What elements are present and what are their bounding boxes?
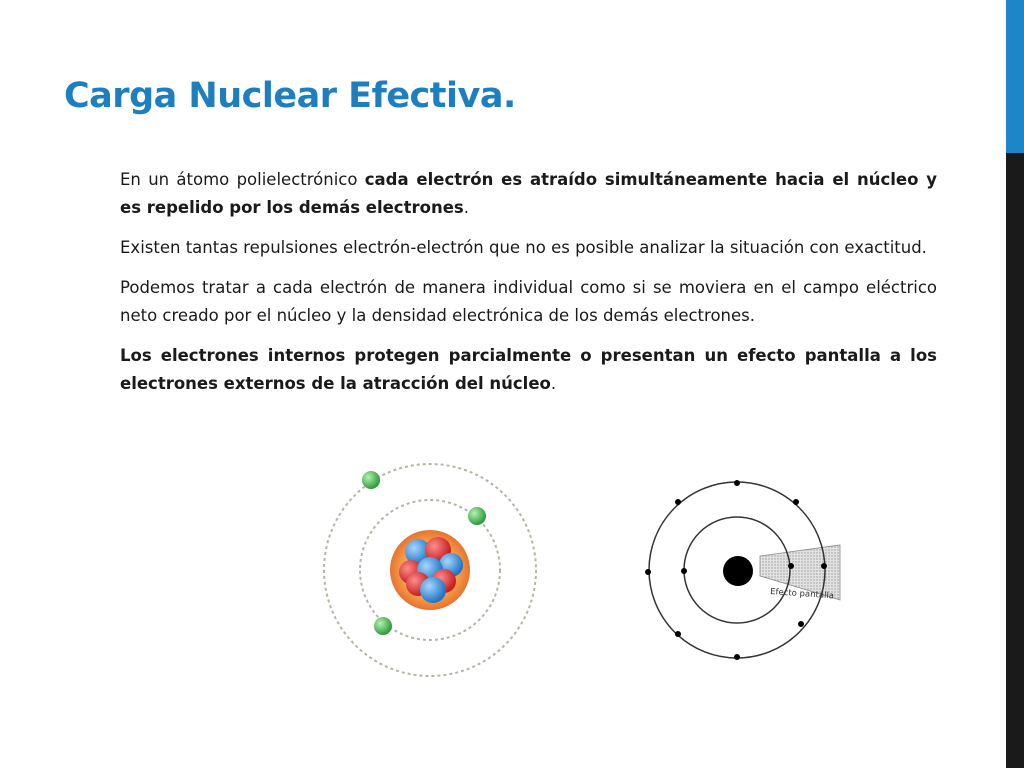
paragraph-3: [120, 274, 937, 330]
paragraph-1-end: .: [463, 198, 469, 217]
electron: [734, 480, 740, 486]
paragraph-1-text: En un átomo polielectrónico: [120, 170, 365, 189]
electron: [675, 499, 681, 505]
slide-body: [120, 166, 937, 410]
accent-bar-bottom: [1006, 153, 1024, 768]
neutron: [420, 577, 446, 603]
accent-bar-top: [1006, 0, 1024, 153]
paragraph-4-end: .: [550, 374, 557, 393]
electron: [645, 569, 651, 575]
nucleus: [723, 556, 753, 586]
shielding-label: Efecto pantalla: [769, 587, 835, 602]
paragraph-1: [120, 166, 937, 222]
electron: [362, 471, 380, 489]
electron: [468, 507, 486, 525]
slide-title: Carga Nuclear Efectiva.: [64, 76, 516, 116]
paragraph-1-emphasis: cada electrón es atraído simultáneamente hacia el núcleo y es repelido por los demás electrones: [120, 170, 937, 217]
electron: [675, 631, 681, 637]
electron: [798, 621, 804, 627]
paragraph-4: [120, 342, 937, 398]
electron: [374, 617, 392, 635]
electron: [681, 568, 687, 574]
paragraph-2: [120, 234, 937, 262]
paragraph-4-emphasis: Los electrones internos protegen parcialmente o presentan un efecto pantalla a los electrones externos de la atracción del núcleo: [120, 346, 937, 393]
paragraph-3-text: Podemos tratar a cada electrón de manera individual como si se moviera en el campo eléctrico neto creado por el núcleo y la densidad electrónica de los demás electrones.: [120, 278, 937, 325]
shielding-effect-figure: [636, 474, 846, 664]
atom-model-figure: [318, 460, 550, 682]
paragraph-2-text: Existen tantas repulsiones electrón-electrón que no es posible analizar la situación con exactitud.: [120, 238, 927, 257]
electron: [821, 563, 827, 569]
electron: [734, 654, 740, 660]
electron: [793, 499, 799, 505]
electron: [788, 563, 794, 569]
